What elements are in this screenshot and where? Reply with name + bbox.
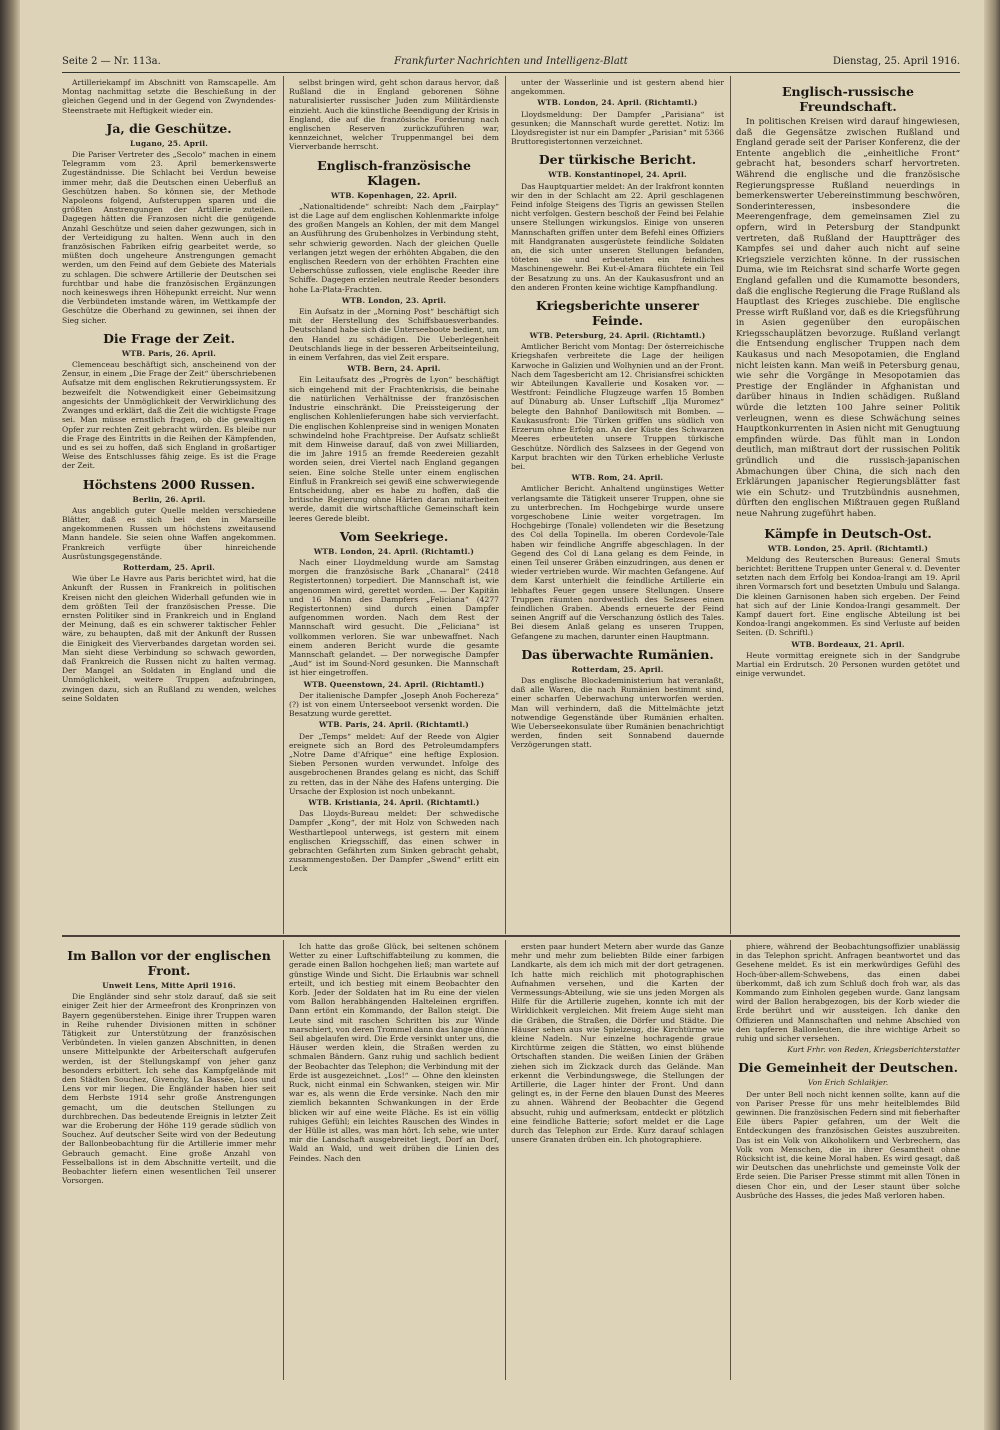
dateline: WTB. Konstantinopel, 24. April. <box>548 170 687 180</box>
article-text: Nach einer Lloydmeldung wurde am Samstag morgen die französische Bark „Chanaral“ (2418 Registertonnen) torpediert. Die Mannschaft ist, wie angenommen wird, gerettet worden. — Der Kapitän und 16 Mann des Dampfers „Feliciana“ (4277 Registertonnen) sind durch einen Dampfer aufgenommen worden. Nach dem Rest der Mannschaft wird gesucht. Die „Feliciana“ ist vollkommen verloren. Sie war unbewaffnet. Nach einem anderen Bericht wurde die gesamte Mannschaft gelandet. — Der norwegische Dampfer „Aud“ ist im Sound-Nord gesunken. Die Mannschaft ist hier eingetroffen. <box>289 557 499 678</box>
headline: Vom Seekriege. <box>339 528 449 544</box>
signature: Kurt Frhr. von Reden, Kriegsberichterstatter <box>787 1045 960 1055</box>
dateline: WTB. Paris, 26. April. <box>121 348 217 358</box>
dateline: Rotterdam, 25. April. <box>122 562 216 572</box>
column-rule <box>283 940 284 1380</box>
article-text: Die Pariser Vertreter des „Secolo“ machen in einem Telegramm vom 23. April bemerkenswerte Zugeständnisse. Die Schlacht bei Verdun beweise immer mehr, daß die Deutschen einen Ueberfluß an Geschützen haben. So können sie, der Methode Napoleons folgend, Aufsteruppen sparen und die größten Anstrengungen der Artillerie zuteilen. Dagegen hätten die Franzosen nicht die genügende Anzahl Geschütze und seien daher gezwungen, sich in der Verteidigung zu halten. Wenn auch in den französischen Fabriken eifrig gearbeitet werde, so müßten doch ungeheure Anstrengungen gemacht werden, um den Feind auf dem Gebiete des Materials zu schlagen. Die schwere Artillerie der Deutschen sei furchtbar und habe die französischen Ergänzungen noch keineswegs ihren Höhepunkt erreicht. Nur wenn die Verbündeten imstande wären, im Wettkampfe der Geschütze die Oberhand zu gewinnen, sei ihnen der Sieg sicher. <box>62 150 276 325</box>
article-text: unter der Wasserlinie und ist gestern abend hier angekommen. <box>511 78 724 97</box>
dateline: Unweit Lens, Mitte April 1916. <box>102 981 236 990</box>
article-text: Wie über Le Havre aus Paris berichtet wird, hat die Ankunft der Russen in Frankreich in politischen Kreisen nicht den gleichen Widerhall gefunden wie in dem größten Teil der französischen Presse. Die ernsten Politiker sind in Frankreich und in England der Meinung, daß es ein schwerer taktischer Fehler wäre, zu behaupten, daß mit der Ankunft der Russen die Einigkeit des Vierverbandes dargetan worden sei. Man sieht diese Verbindung so schwach geworden, daß Frankreich die Russen nicht zu halten vermag. Der Mangel an Soldaten in England und die Unmöglichkeit, weitere Truppen aufzubringen, zwingen dazu, sich an Rußland zu wenden, welches seine Soldaten <box>62 574 276 703</box>
column-rule <box>283 76 284 934</box>
article-text: „Nationaltidende“ schreibt: Nach dem „Fairplay“ ist die Lage auf dem englischen Kohlenmarkte infolge des großen Mangels an Kohlen, der mit dem Mangel an Ausführung des Grubenholzes in Verbindung steht, sehr schwierig geworden. Nach der gleichen Quelle verlangen jetzt wegen der erhöhten Abgaben, die den englischen Reedern von der erhöhten Frachten eine Ueberschüsse zuflossen, viele englische Reeder ihre Schiffe. Dagegen erzielen neutrale Reeder besonders hohe La-Plata-Frachten. <box>289 201 499 294</box>
article-text: Die Engländer sind sehr stolz darauf, daß sie seit einiger Zeit hier der Armeefront des Kronprinzen von Bayern gegenüberstehen. Einige ihrer Truppen waren in Reihe ruhender Divisionen mitten in schöner Tätigkeit zur Unterstützung der französischen Verbündeten. In vielen ganzen Abschnitten, in denen unsere Mittelpunkte der Arbeiterschaft aufgerufen werden, ist der Stellungskampf von jeher ganz besonders erbittert. Ich sehe das Kampfgelände mit den Städten Souchez, Givenchy, La Bassée, Loos und Lens vor mir liegen. Die Engländer haben hier seit dem Herbste 1914 sehr große Anstrengungen gemacht, um die deutschen Stellungen zu durchbrechen. Das bedeutende Ereignis in letzter Zeit war die Eroberung der Höhe 119 gerade südlich von Souchez. Auf deutscher Seite wird von der Bedeutung der Ballonbeobachtung für die Artillerie immer mehr Gebrauch gemacht. Eine große Anzahl von Fesselballons ist in dem Abschnitte verteilt, und die Beobachter liefern einen wesentlichen Teil unserer Vorsorgen. <box>62 992 276 1186</box>
book-binding <box>0 0 20 1430</box>
header-page-number: Seite 2 — Nr. 113a. <box>62 56 161 67</box>
dateline: WTB. Paris, 24. April. (Richtamtl.) <box>319 720 469 730</box>
article-text: Amtlicher Bericht vom Montag: Der österreichische Kriegshafen verbreitete die Lage der heiligen Karwoche in Galizien und Wolhynien und an der Front. Nach dem Tagesbericht am 12. Chrisiansfrei schickten wir Abteilungen Kavallerie und Kosaken vor. — Westfront: Feindliche Flugzeuge warfen 15 Bomben auf Dünaburg ab. Unser Luftschiff „Ilja Muromez“ belegte den Bahnhof Danilowitsch mit Bomben. — Kaukasusfront: Die Türken griffen uns südlich von Erzerum ohne Erfolg an. An der Küste des Schwarzen Meeres erbeuteten unsere Truppen türkische Geschütze. Nördlich des Salzsees in der Gegend von Karput brachten wir den Türken erhebliche Verluste bei. <box>511 342 724 471</box>
dateline: Rotterdam, 25. April. <box>571 664 664 674</box>
dateline: WTB. Bordeaux, 21. April. <box>791 639 905 649</box>
headline: Kriegsberichte unserer Feinde. <box>535 298 700 329</box>
column-rule <box>505 76 506 934</box>
headline: Die Frage der Zeit. <box>103 330 235 346</box>
dateline: WTB. London, 23. April. <box>341 295 447 305</box>
column-rule <box>730 940 731 1380</box>
headline: Englisch-französische Klagen. <box>317 157 471 188</box>
column-2 <box>289 78 499 934</box>
column-rule <box>505 940 506 1380</box>
article-text: Das Hauptquartier meldet: An der Irakfront konnten wir den in der Schlacht am 22. April geschlagenen Feind infolge Steigens des Tigris an gewissen Stellen nicht verfolgen. Gestern beschoß der Feind bei Felahie unsere Stellungen wirkungslos. Einige von unseren Mannschaften griffen unter dem Befehl eines Offiziers mit Handgranaten ausgerüstete feindliche Soldaten an, die sich unter unseren Stellungen befanden, töteten sie und erbeuteten ein feindliches Maschinengewehr. Bei Kut-el-Amara flüchtete ein Teil der Besatzung zu uns. An der Kaukasusfront und an den anderen Fronten keine wichtige Kampfhandlung. <box>511 181 724 292</box>
dateline: Berlin, 26. April. <box>132 494 206 504</box>
headline: Die Gemeinheit der Deutschen. <box>738 1060 958 1076</box>
section-rule <box>62 935 960 937</box>
article-text: Das Lloyds-Bureau meldet: Der schwedische Dampfer „Kong“, der mit Holz von Schweden nach Westhartlepool unterwegs, ist gestern mit einem englischen Kriegsschiff, das einen schwer in gebrachten Gefährten zum Sinken gebracht gehabt, zusammengestoßen. Der Dampfer „Swend“ erlitt ein Leck <box>289 809 499 874</box>
byline: Von Erich Schlaikjer. <box>807 1078 889 1088</box>
dateline: WTB. Kopenhagen, 22. April. <box>331 190 457 200</box>
dateline: WTB. Rom, 24. April. <box>571 473 664 483</box>
article-text: Der italienische Dampfer „Joseph Anoh Fochereza“ (?) ist von einem Unterseeboot versenkt worden. Die Besatzung wurde gerettet. <box>289 690 499 719</box>
article-text: Artilleriekampf im Abschnitt von Ramscapelle. Am Montag nachmittag setzte die Beschießung in der gleichen Gegend und in der Gegend von Zwyndendes-Steenstraete mit Heftigkeit wieder ein. <box>62 78 276 115</box>
article-text: Ein Leitaufsatz des „Progrès de Lyon“ beschäftigt sich eingehend mit der Frachtenkrisis, die beinahe die natürlichen Verhältnisse der französischen Industrie einschränkt. Die Preissteigerung der englischen Kohlenlieferungen habe sich vervierfacht. Die englischen Kohlenpreise sind in wenigen Monaten schwindelnd hohe Frachtpreise. Der Aufsatz schließt mit dem Hinweise darauf, daß von zwei Milliarden, die im Jahre 1915 an fremde Reedereien gezahlt worden seien, drei Viertel nach England gegangen seien. Eine solche Stelle unter einem englischen Einfluß in Frankreich sei gewiß eine schwerwiegende Entscheidung, aber es habe zu hoffen, daß die britische Regierung ohne Härten daran mitarbeiten werde, damit die wirtschaftliche Gemeinschaft kein leeres Gerede bleibt. <box>289 375 499 523</box>
feature-headline: Im Ballon vor der englischen Front. <box>67 948 271 978</box>
header-masthead: Frankfurter Nachrichten und Intelligenz-Blatt <box>394 56 628 67</box>
dateline: WTB. London, 24. April. (Richtamtl.) <box>313 546 475 556</box>
article-text: Aus angeblich guter Quelle melden verschiedene Blätter, daß es sich bei den in Marseille angekommenen Russen um höchstens zweitausend Mann handele. Sie seien ohne Waffen angekommen. Frankreich verfügte über hinreichende Ausrüstungsgegenstände. <box>62 505 276 561</box>
article-text: Der „Temps“ meldet: Auf der Reede von Algier ereignete sich an Bord des Petroleumdampfers „Notre Dame d'Afrique“ eine heftige Explosion. Sieben Personen wurden verwundet. Infolge des ausgebrochenen Brandes gelang es nicht, das Schiff zu retten, das in der Nähe des Hafens unterging. Die Ursache der Explosion ist noch unbekannt. <box>289 731 499 796</box>
article-text: ersten paar hundert Metern aber wurde das Ganze mehr und mehr zum beliebten Bilde einer farbigen Landkarte, als dem ich mich mit der dort getragenen. Ich hatte mich reichlich mit photographischen Aufnahmen versehen, und die Karten der Vermessungs-Abteilung, wie sie uns jeden Morgen als Hilfe für die Artillerie zugehen, konnte ich mit der Wirklichkeit vergleichen. Mit freiem Auge sieht man die Gräben, die Straßen, die Dörfer und Städte. Die Häuser sehen aus wie Spielzeug, die Kirchtürme wie kleine Nadeln. Nur einzelne hochragende graue Kirchtürme zeigen die Stätten, wo einst blühende Ortschaften standen. Die weißen Linien der Gräben ziehen sich im Zickzack durch das Gelände. Man erkennt die Verbindungswege, die Stellungen der Artillerie, die Lager hinter der Front. Und dann gelingt es, in der Ferne den blauen Dunst des Meeres zu ahnen. Während der Beobachter die Gegend absucht, ruhig und aufmerksam, entdeckt er plötzlich eine feindliche Batterie; sofort meldet er die Lage durch das Telephon zur Erde. Kurz darauf schlagen unsere Granaten drüben ein. Ich photographiere. <box>511 942 724 1145</box>
dateline: WTB. Petersburg, 24. April. (Richtamtl.) <box>529 331 706 341</box>
column-4 <box>736 78 960 934</box>
article-text: Clemenceau beschäftigt sich, anscheinend von der Zensur, in einem „Die Frage der Zeit“ überschriebenen Aufsatze mit dem englischen Rekrutierungssystem. Er bezweifelt die Notwendigkeit einer Gebeimsitzung angesichts der Unmöglichkeit der Verwirklichung des Zwanges und erklärt, daß die Zeit die wichtigste Frage sei. Man müsse ernstlich fragen, ob die gewaltigen Opfer zur rechten Zeit gebracht würden. Es bleibe nur die Frage des Eintritts in die Reihen der Kämpfenden, und es sei zu hoffen, daß sich England in großartiger Weise des Entschlusses fähig zeige. Es ist die Frage der Zeit. <box>62 360 276 471</box>
dateline: WTB. London, 25. April. (Richtamtl.) <box>767 543 929 553</box>
article-text: Das englische Blockadeministerium hat veranlaßt, daß alle Waren, die nach Rumänien bestimmt sind, einer scharfen Ueberwachung unterworfen werden. Man will verhindern, daß die Mittelmächte jetzt notwendige Gegenstände über Rumänien erhalten. Wie Ueberseekonsulate über Rumänien benachrichtigt werden, finden seit Sonnabend dauernde Verzögerungen statt. <box>511 675 724 750</box>
bottom-column-3 <box>511 942 724 1380</box>
bottom-column-1 <box>62 942 276 1380</box>
article-text: In politischen Kreisen wird darauf hingewiesen, daß die Gegensätze zwischen Rußland und England gerade seit der Pariser Konferenz, die der Entente angeblich die „einheitliche Front“ gebracht hat, besonders scharf hervortreten. Während die englische und die französische Regierungspresse Rußland neuerdings in bemerkenswerter Uebereinstimmung beschwören, Sonderinteressen, insbesondere die Meerengenfrage, dem gemeinsamen Ziel zu opfern, wird in Petersburg der Standpunkt vertreten, daß Rußland der Hauptträger des Kampfes sei und daher auch nicht auf seine Kriegsziele verzichten könne. In der russischen Duma, wie im Reichsrat sind scharfe Worte gegen England gefallen und die Kumamotte besonders, daß die englische Regierung die Frage Rußland als Hauptlast des Krieges zuschiebe. Die englische Presse wirft Rußland vor, daß es die Kriegsführung in Asien gegenüber den europäischen Kriegsschauplätzen bevorzuge. Rußland verlangt die Entsendung englischer Truppen nach dem Kaukasus und nach Mesopotamien, die England nicht leisten kann. Man weiß in Petersburg genau, wie sehr die Vorgänge in Mesopotamien das Prestige der Engländer in Afghanistan und darüber hinaus in Indien schädigen. Rußland würde die letzten 100 Jahre seiner Politik verleugnen, wenn es diese Schwächung seines Hauptkonkurrenten in Asien nicht mit Genugtuung empfinden würde. Das fühlt man in London deutlich, man mißtraut dort der russischen Politik gründlich und die russisch-japanischen Abmachungen über China, die sich nach den Erklärungen japanischer Regierungsblätter fast wie ein Schutz- und Trutzbündnis ausnehmen, dürften den englischen Mißtrauen gegen Rußland neue Nahrung zugeführt haben. <box>736 117 960 519</box>
headline: Das überwachte Rumänien. <box>521 646 714 662</box>
article-text: selbst bringen wird, geht schon daraus hervor, daß Rußland die in England geborenen Söhne naturalisierter russischer Juden zum Militärdienste einzieht. Auch die künstliche Beendigung der Krisis in England, die auf die französische Forderung nach englischen Reserven zurückzuführen war, kennzeichnet, welcher Truppenmangel bei dem Vierverbande herrscht. <box>289 78 499 152</box>
dateline: WTB. Kristiania, 24. April. (Richtamtl.) <box>308 798 480 808</box>
column-rule <box>730 76 731 934</box>
article-text: Ich hatte das große Glück, bei seltenen schönem Wetter zu einer Luftschiffabteilung zu kommen, die gerade einen Ballon hochgehen ließ; man wartete auf günstige Winde und Sicht. Die Erlaubnis war schnell erteilt, und ich bestieg mit einem Beobachter den Korb. Jeder der Soldaten hat im Ru eine der vielen vom Ballon herabhängenden Halteleinen ergriffen. Dann ertönt ein Kommando, der Ballon steigt. Die Leute sind mit raschen Schritten bis zur Winde marschiert, von deren Trommel dann das lange dünne Seil abgelaufen wird. Die Erde versinkt unter uns, die Häuser werden klein, die Straßen werden zu schmalen Bändern. Ganz ruhig und sachlich bedient der Beobachter das Telephon; die Verbindung mit der Erde ist ausgezeichnet. „Los!“ — Ohne den kleinsten Ruck, nicht einmal ein Schwanken, steigen wir. Mir war es, als wenn die Erde versinke. Nach den mir ziemlich bekannten Schwankungen in der Erde blicken wir auf eine weite Fläche. Es ist ein völlig ruhiges Gefühl; ein leichtes Rauschen des Windes in der Hülle ist alles, was man hört. Ich sehe, wie unter mir die Landschaft ausgebreitet liegt, Dorf an Dorf, Wald an Wald, und weit drüben die Linien des Feindes. Nach den <box>289 942 499 1163</box>
headline: Englisch-russische Freundschaft. <box>782 84 914 114</box>
headline: Der türkische Bericht. <box>538 152 697 168</box>
column-3 <box>511 78 724 934</box>
page-header <box>62 56 960 73</box>
article-text: Der unter Bell noch nicht kennen sollte, kann auf die von Pariser Presse für uns mehr heitelblemdes Bild gewinnen. Die französischen Federn sind mit fieberhafter Eile übers Papier gefahren, um der Welt die Entdeckungen des französischen Geistes auszubreiten. Das ist ein Volk von Alkoholikern und Verbrechern, das Volk von Menschen, die in ihrer Gesamtheit ohne Rücksicht ist, die keine Moral haben. Es wird gesagt, daß wir Deutschen das unehrlichste und gemeinste Volk der Erde seien. Die Pariser Presse stimmt mit allen Tönen in diesen Chor ein, und der Leser staunt über solche Ausbrüche des Hasses, die jedes Maß verloren haben. <box>736 1089 960 1200</box>
headline: Kämpfe in Deutsch-Ost. <box>764 525 932 541</box>
dateline: Lugano, 25. April. <box>130 138 208 148</box>
dateline: WTB. Queenstown, 24. April. (Richtamtl.) <box>303 679 485 689</box>
header-date: Dienstag, 25. April 1916. <box>832 56 960 67</box>
page-edge <box>984 0 1000 1430</box>
article-text: phiere, während der Beobachtungsoffizier unablässig in das Telephon spricht. Anfragen beantwortet und das Gesehene meldet. Es ist ein merkwürdiges Gefühl des Hoch-über-allem-Schwebens, das einen dabei überkommt, daß ich zum Schluß doch froh war, als das Kommando zum Einholen gegeben wurde. Ganz langsam wird der Ballon herabgezogen, bis der Korb wieder die Erde berührt und wir aussteigen. Ich danke den Offizieren und Mannschaften und nehme Abschied von den tapferen Ballonleuten, die ihre wichtige Arbeit so ruhig und sicher versehen. <box>736 942 960 1044</box>
article-text: Heute vormittag ereignete sich in der Sandgrube Martial ein Erdrutsch. 20 Personen wurden getötet und einige verwundet. <box>736 650 960 679</box>
headline: Ja, die Geschütze. <box>106 120 232 136</box>
article-text: Ein Aufsatz in der „Morning Post“ beschäftigt sich mit der Herstellung des Schiffsbauesverbandes. Deutschland habe sich die Unterseeboote bedient, um den Handel zu schädigen. Die Ueberlegenheit Deutschlands liege in der besseren Arbeitseinteilung, in einem Verfahren, das viel Zeit erspare. <box>289 307 499 363</box>
column-1 <box>62 78 276 934</box>
article-text: Amtlicher Bericht. Anhaltend ungünstiges Wetter verlangsamte die Tätigkeit unserer Truppen, ohne sie zu unterbrechen. Im Hochgebirge wurde unsere vorgeschobene Linie weiter vorgetragen. Im Hochgebirge (Tonale) vollendeten wir die Besetzung des Col della Topinella. Im oberen Cordevole-Tale haben wir feindliche Angriffe abgeschlagen. In der Gegend des Col di Lana gelang es dem Feinde, in einen Teil unserer Gräben einzudringen, aus denen er wieder vertrieben wurde. Wir machten Gefangene. Auf dem Karst unterhielt die feindliche Artillerie ein lebhaftes Feuer gegen unsere Stellungen. Unsere Truppen räumten nordwestlich des Selzsees einen feindlichen Graben. Abends erneuerte der Feind seinen Angriff auf die Verschanzung östlich des Tales. Bei diesem Anlaß gelang es unseren Truppen, Gefangene zu machen, darunter einen Hauptmann. <box>511 484 724 641</box>
dateline: WTB. Bern, 24. April. <box>347 364 441 374</box>
dateline: WTB. London, 24. April. (Richtamtl.) <box>537 98 698 108</box>
article-text: Meldung des Reuterschen Bureaus: General Smuts berichtet: Berittene Truppen unter General v. d. Deventer setzten nach dem Erfolg bei Kondoa-Irangi am 19. April ihren Vormarsch fort und besetzten Umbulu und Salanga. Die kleinen Garnisonen haben sich ergeben. Der Feind hat sich auf der Linie Kondoa-Irangi gesammelt. Der Kampf dauert fort. Eine englische Abteilung ist bei Kondoa-Irangi angekommen. Es sind Verluste auf beiden Seiten. (D. Schriftl.) <box>736 554 960 638</box>
bottom-column-2 <box>289 942 499 1380</box>
bottom-column-4 <box>736 942 960 1380</box>
headline: Höchstens 2000 Russen. <box>82 476 256 492</box>
article-text: Lloydsmeldung: Der Dampfer „Parisiana“ ist gesunken; die Mannschaft wurde gerettet. Notiz: Im Lloydsregister ist nur ein Dampfer „Parisian“ mit 5366 Bruttoregistertonnen verzeichnet. <box>511 109 724 147</box>
